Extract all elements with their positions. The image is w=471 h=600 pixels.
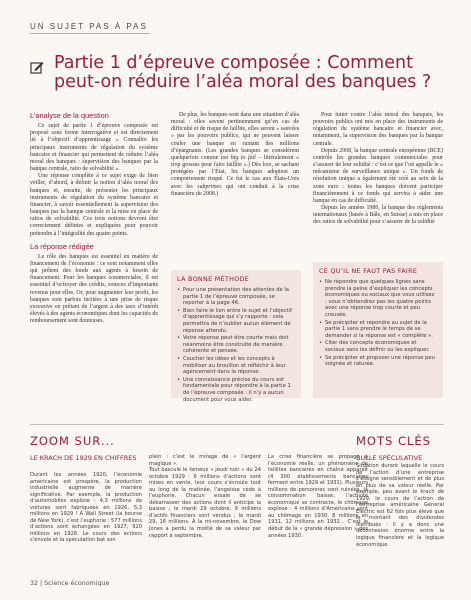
avoid-box (313, 262, 443, 398)
list-item: • Se précipiter et répondre au sujet de la partie 1 sans prendre le temps de se demander si la réponse est « complète ». (319, 320, 437, 340)
list-item: • Citer des concepts économiques et sociaux sans les définir ou les expliquer. (319, 340, 437, 353)
page-footer: 32 | Science économique (30, 580, 110, 587)
list-item: • Une connaissance précise du cours est fondamentale pour répondre à la partie 1 de l’épreuve composée : il n’y a aucun document pour vous aider. (177, 377, 295, 403)
section-label: UN SUJET PAS À PAS (30, 22, 148, 31)
paragraph: De plus, les banques sont dans une situation d’aléa moral : elles savent pertinemment qu’en cas de difficulté et de risque de faillite, elles seront « sauvées » par les pouvoirs publics, qui ne peuvent laisser couler une banque en ruinant des millions d’épargnants. (Les grandes banques se considèrent quelquefois comme too big to fail – littéralement « trop grosses pour faire faillite ».) Dès lors, se sachant protégées par l’État, les banques adoptent un comportement risqué. Ce fut le cas aux États-Unis avec les subprimes qui ont conduit à la crise financière de 2008.) (171, 112, 300, 197)
section-rule (30, 33, 150, 34)
zoom-column-3: La crise financière se propage à l’économie réelle, un phénomène de faillites bancaires en chaîne apparaît (4 300 établissements bancaires ferment entre 1929 et 1931). Plusieurs millions de personnes sont ruinées, la consommation baisse, l’activité économique se contracte, le chômage explose : 4 millions d’Américains sont au chômage en 1930, 8 millions en 1931, 12 millions en 1932... C’est le début de la « grande dépression » des années 1930. (268, 454, 368, 539)
paragraph: Une réponse complète à ce sujet exige de bien veiller, d’abord, à définir la notion d’aléa moral des banques et, ensuite, de présenter les principaux instruments de régulation du système bancaire et financier, à savoir essentiellement la supervision des banques par la banque centrale et la mise en place de ratios de solvabilité. Ces trois notions devront être correctement définies et expliquées pour pouvoir prétendre à l’intégralité des quatre points. (30, 173, 158, 237)
column-2 (171, 112, 299, 198)
column-3 (313, 112, 443, 227)
paragraph: Pour lutter contre l’aléa moral des banques, les pouvoirs publics ont mis en place des instruments de régulation du système bancaire et financier avec, notamment, la supervision des banques par la banque centrale. (313, 112, 443, 147)
paragraph: Depuis 2008, la banque centrale européenne (BCE) contrôle les grandes banques commerciales pour s’assurer de leur solidité : c’est ce que l’on appelle le « mécanisme de surveillance unique ». Un fonds de résolution unique a également été créé au sein de la zone euro : toutes les banques doivent participer financièrement à ce fonds qui servira à aider une banque en cas de difficulté. (313, 147, 443, 204)
edit-icon (30, 60, 44, 74)
list-item: • Coucher les idées et les concepts à mobiliser au brouillon et réfléchir à leur agencement dans la réponse. (177, 356, 295, 376)
paragraph: Depuis les années 1980, la banque des règlements internationaux (basée à Bâle, en Suisse) a mis en place des ratios de solvabilité pour s’assurer de la solidité (313, 205, 443, 226)
method-box (171, 270, 301, 403)
answer-heading: La réponse rédigée (30, 241, 94, 251)
list-item: • Se précipiter et proposer une réponse peu soignée et raturée. (319, 355, 437, 368)
list-item: • Bien faire le lien entre le sujet et l’objectif d’apprentissage qui s’y rapporte : cela permettra de n’oublier aucun élément de réponse attendu. (177, 308, 295, 334)
list-item: • Votre réponse peut être courte mais doit néanmoins être construite de manière cohérente et pensée. (177, 335, 295, 355)
paragraph: Le rôle des banques est essentiel en matière de financement de l’économie : ce sont notamment elles qui prêtent des fonds aux agents à besoin de financement. Pour les banques commerciales, il est essentiel d’octroyer des crédits, sources d’importants revenus pour elles. Or, pour augmenter leur profit, les banques sont parfois incitées à une prise de risque excessive en prêtant de l’argent à des taux d’intérêt élevés à des agents économiques dont les capacités de remboursement sont douteuses. (30, 253, 158, 325)
list-item: • Pour une présentation des attentes de la partie 1 de l’épreuve composée, se reporter à la page 46. (177, 287, 295, 307)
keywords-title: MOTS CLÉS (356, 434, 431, 448)
zoom-column-1: Durant les années 1920, l’économie américaine est prospère, la production industrielle augmente de manière significative. Par exemple, la production d’automobiles explose : 4,3 millions de voitures sont fabriquées en 1926, 5,3 millions en 1929 ! À Wall Street (la bourse de New York), c’est l’euphorie : 577 millions d’actions sont échangées en 1927, 920 millions en 1928. Le cours des actions s’envole et la spéculation bat son (30, 472, 142, 544)
zoom-subtitle: LE KRACH DE 1929 EN CHIFFRES (30, 454, 137, 462)
avoid-box-title: CE QU’IL NE FAUT PAS FAIRE (319, 267, 418, 275)
zoom-title: ZOOM SUR... (30, 434, 115, 448)
keywords-subtitle: BULLE SPÉCULATIVE (356, 454, 423, 462)
column-1 (30, 112, 158, 325)
zoom-column-2: plein : c’est le mirage de « l’argent magique ». Tout bascule le fameux « jeudi noir » du 24 octobre 1929 : 6 millions d’actions sont mises en vente, leur cours s’écroule tout au long de la matinée, l’angoisse cède à l’euphorie. Chacun essaie de se débarrasser des actions dont il anticipe la baisse : le mardi 29 octobre, 9 millions d’actifs financiers sont vendus ; le mardi 29, 16 millions. À la mi-novembre, le Dow Jones a perdu la moitié de sa valeur par rapport à septembre. (149, 454, 261, 539)
page-title: Partie 1 d’épreuve composée : Comment peut-on réduire l’aléa moral des banques ? (54, 53, 432, 92)
list-item: • Ne répondre que quelques lignes sans prendre la peine d’expliquer les concepts économiques ou sociaux que vous utilisez : vous n’obtiendrez pas les quatre points avec une réponse trop courte et peu creusée. (319, 279, 437, 319)
analysis-heading: L’analyse de la question (30, 111, 109, 120)
method-box-title: LA BONNE MÉTHODE (177, 275, 250, 283)
section-divider (30, 424, 444, 425)
paragraph: Ce sujet de partie 1 d’épreuve composée est proposé sous forme interrogative et est directement lié à l’objectif d’apprentissage « Connaître les principaux instruments de régulation du système bancaire et financier qui permettent de réduire l’aléa moral des banques : supervision des banques par la banque centrale, ratio de solvabilité ». (30, 123, 158, 173)
keywords-definition: Situation durant laquelle le cours de l’action d’une entreprise s’éloigne sensiblement et de plus en plus de sa valeur réelle. Par exemple, peu avant le krach de 1929, le cours de l’action de l’entreprise américaine General Electric est 62 fois plus élevé que le montant des dividendes distribués : il y a donc une déconnexion énorme entre la logique financière et la logique économique. (356, 463, 444, 548)
